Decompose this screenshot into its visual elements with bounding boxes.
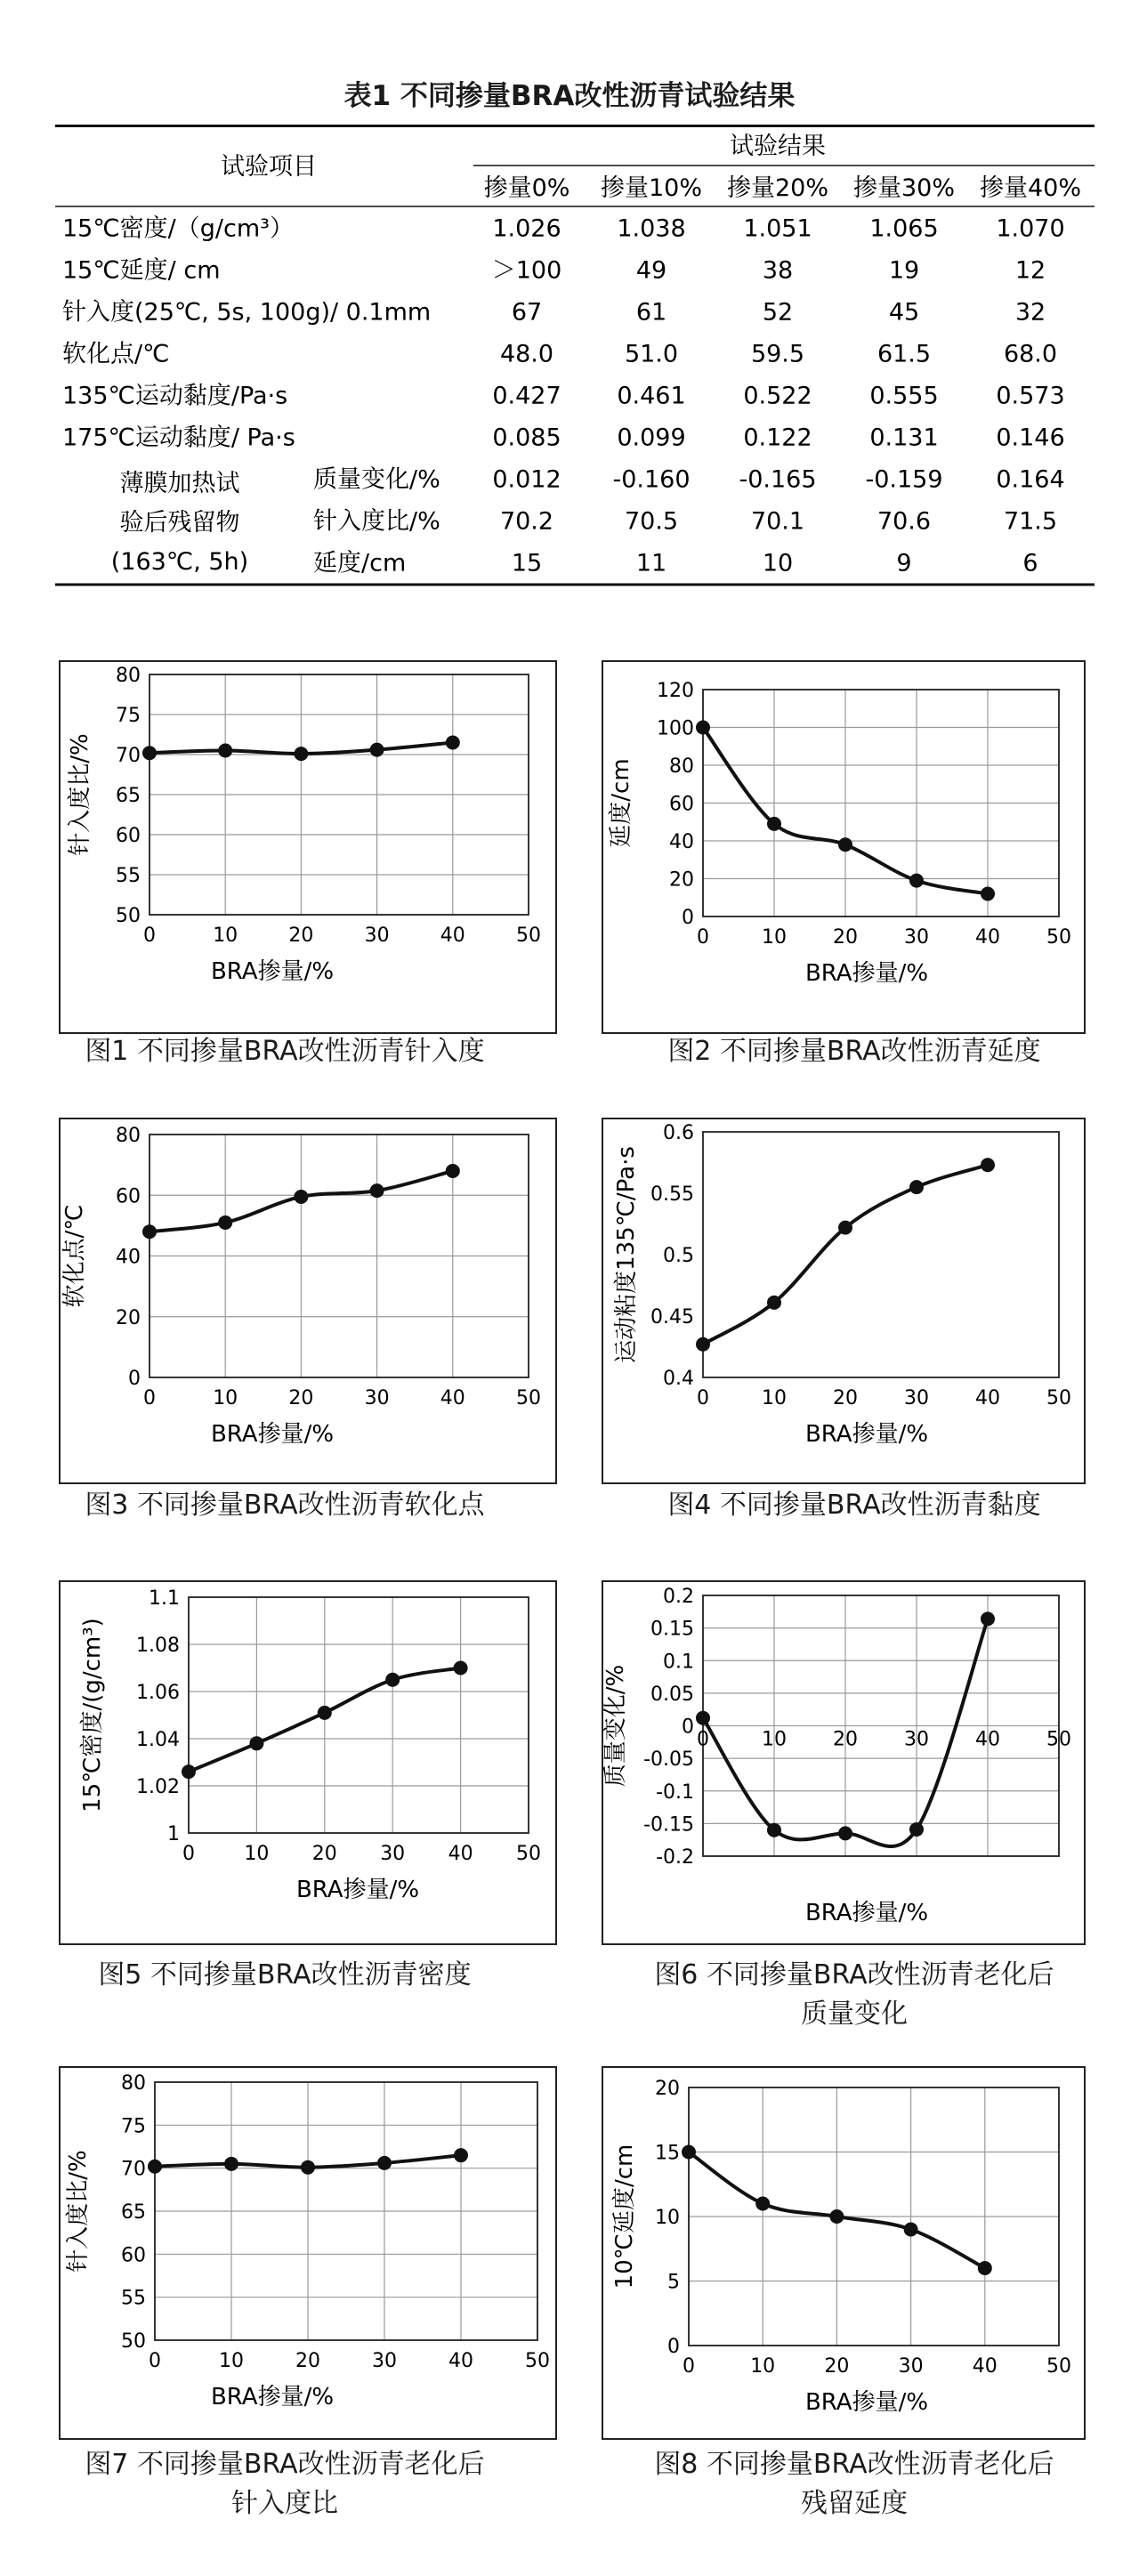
group-label: 薄膜加热试 [119, 470, 240, 497]
row-label: 延度/cm [313, 549, 407, 577]
y-tick-label: 60 [116, 1185, 141, 1208]
table-cell: 0.573 [996, 382, 1065, 410]
row-label: 135℃运动黏度/Pa·s [62, 382, 288, 410]
y-tick-label: 0.15 [650, 1618, 694, 1641]
y-axis-label: 质量变化/% [602, 1664, 629, 1788]
x-tick-label: 50 [1046, 1387, 1071, 1409]
y-tick-label: 0.6 [663, 1122, 694, 1144]
y-tick-label: 0.5 [663, 1245, 694, 1267]
chart-4 [613, 1122, 1071, 1448]
x-tick-label: 50 [525, 2350, 550, 2372]
y-tick-label: 75 [116, 705, 141, 727]
y-tick-label: -0.1 [656, 1781, 694, 1804]
x-tick-label: 40 [448, 1843, 473, 1865]
row-label: 针入度比/% [313, 507, 440, 536]
table-cell: 11 [635, 549, 667, 577]
data-point [909, 1180, 924, 1194]
x-tick-label: 10 [762, 1728, 787, 1751]
y-tick-label: 1.02 [136, 1776, 180, 1798]
x-tick-label: 20 [311, 1843, 337, 1865]
table-cell: 38 [762, 256, 794, 285]
chart-5 [79, 1587, 541, 1903]
y-tick-label: 1.08 [136, 1635, 180, 1657]
y-axis-label: 延度/cm [608, 758, 634, 848]
table-cell: 0.085 [492, 424, 561, 452]
table-cell: 1.065 [869, 214, 939, 243]
x-tick-label: 20 [833, 1728, 858, 1751]
x-axis-label: BRA掺量/% [210, 958, 335, 985]
x-tick-label: 0 [697, 1387, 709, 1409]
y-tick-label: 1.04 [136, 1729, 180, 1751]
y-tick-label: 55 [116, 865, 141, 887]
data-point [385, 1673, 400, 1687]
data-point [838, 1826, 852, 1840]
x-tick-label: 50 [1046, 2355, 1071, 2378]
y-tick-label: 80 [116, 1125, 141, 1147]
x-tick-label: 50 [516, 925, 541, 947]
x-tick-label: 20 [833, 926, 858, 949]
x-axis-label: BRA掺量/% [804, 1900, 929, 1926]
y-tick-label: 80 [121, 2072, 146, 2095]
y-tick-label: -0.2 [656, 1846, 694, 1869]
y-tick-label: 40 [116, 1246, 141, 1269]
y-tick-label: 70 [116, 745, 141, 767]
data-point [981, 1158, 995, 1172]
row-label: 针入度(25℃, 5s, 100g)/ 0.1mm [62, 298, 432, 327]
table-cell: -0.165 [739, 465, 817, 494]
data-point [249, 1736, 263, 1750]
table-cell: 52 [762, 298, 794, 327]
table-cell: 61.5 [876, 340, 932, 368]
x-axis-label: BRA掺量/% [804, 960, 929, 987]
figure-7-caption: 图7 不同掺量BRA改性沥青老化后 针入度比 [85, 2449, 485, 2519]
data-point [446, 1164, 460, 1178]
table-cell: 0.555 [869, 382, 939, 410]
x-tick-label: 50 [516, 1843, 541, 1865]
table-cell: 70.2 [499, 507, 554, 536]
table-cell: 0.131 [869, 424, 939, 452]
x-tick-label: 40 [972, 2355, 998, 2378]
y-tick-label: 0.4 [663, 1368, 694, 1390]
table-cell: 0.099 [617, 424, 686, 452]
x-tick-label: 30 [904, 926, 929, 949]
data-point [224, 2157, 238, 2171]
data-point [838, 837, 852, 852]
y-tick-label: 0 [128, 1368, 141, 1390]
data-point [377, 2156, 392, 2170]
x-tick-label: 30 [372, 2350, 397, 2372]
y-tick-label: 5 [667, 2271, 680, 2294]
x-tick-label: 30 [904, 1728, 929, 1751]
data-point [142, 1224, 157, 1239]
y-tick-label: 0.45 [650, 1306, 694, 1328]
table-cell: 70.5 [624, 507, 679, 536]
y-axis-label: 15℃密度/(g/cm³) [79, 1618, 106, 1813]
y-tick-label: 100 [657, 717, 694, 740]
y-tick-label: 0.2 [663, 1586, 694, 1608]
table-cell: -0.159 [865, 465, 943, 494]
y-tick-label: 10 [655, 2207, 680, 2229]
data-point [909, 1822, 924, 1837]
y-axis-label: 10℃延度/cm [611, 2144, 638, 2289]
y-tick-label: 0.55 [650, 1183, 694, 1206]
data-point [148, 2160, 162, 2174]
table-cell: 71.5 [1003, 507, 1058, 536]
y-tick-label: 20 [655, 2078, 680, 2100]
y-tick-label: 60 [669, 793, 694, 816]
x-tick-label: 20 [295, 2350, 320, 2372]
data-point [682, 2145, 696, 2160]
x-tick-label: 0 [149, 2350, 161, 2372]
table-cell: 70.6 [876, 507, 932, 536]
y-tick-label: 0 [682, 907, 694, 929]
x-tick-label: 0 [697, 1728, 709, 1751]
x-tick-label: 40 [975, 1387, 1000, 1409]
x-tick-label: 0 [143, 1387, 156, 1409]
data-point [767, 817, 781, 831]
y-tick-label: -0.05 [643, 1748, 694, 1772]
x-tick-label: 20 [824, 2355, 850, 2378]
data-point [767, 1296, 781, 1310]
table-cell: 0.164 [996, 465, 1065, 494]
figure-8-caption: 图8 不同掺量BRA改性沥青老化后 残留延度 [654, 2449, 1054, 2519]
data-point [909, 874, 924, 888]
chart-2 [608, 680, 1071, 987]
table-cell: 1.038 [617, 214, 686, 243]
x-tick-label: 40 [975, 926, 1000, 949]
y-tick-label: 55 [121, 2287, 146, 2310]
y-tick-label: 20 [116, 1306, 141, 1329]
y-tick-label: 0.05 [650, 1683, 694, 1706]
y-tick-label: 70 [121, 2158, 146, 2181]
table-cell: 48.0 [499, 340, 554, 368]
table-cell: 1.070 [996, 214, 1065, 243]
y-tick-label: 60 [116, 825, 141, 847]
x-tick-label: 10 [213, 1387, 238, 1409]
y-tick-label: 0 [667, 2336, 680, 2358]
table-cell: 0.522 [743, 382, 812, 410]
x-tick-label: 10 [219, 2350, 244, 2372]
x-tick-label: 0 [182, 1843, 195, 1865]
table-cell: 68.0 [1003, 340, 1058, 368]
column-header: 掺量20% [726, 174, 829, 202]
table-cell: 51.0 [624, 340, 679, 368]
table-cell: 0.122 [743, 424, 812, 452]
y-tick-label: 1.06 [136, 1682, 180, 1704]
data-point [370, 1183, 384, 1198]
table-cell: 61 [635, 298, 667, 327]
y-tick-label: 1.1 [149, 1587, 180, 1610]
x-tick-label: 0 [697, 926, 709, 949]
group-label: 验后残留物 [119, 509, 240, 537]
row-label: 15℃密度/（g/cm³） [62, 214, 294, 243]
table-cell: 0.461 [617, 382, 686, 410]
x-tick-label: 40 [440, 1387, 465, 1409]
data-point [142, 746, 157, 760]
y-tick-label: 65 [116, 785, 141, 807]
figure-1-caption: 图1 不同掺量BRA改性沥青针入度 [85, 1036, 485, 1067]
data-point [218, 744, 232, 758]
column-header: 掺量40% [979, 174, 1082, 202]
chart-3 [61, 1125, 541, 1448]
y-tick-label: 50 [121, 2330, 146, 2353]
column-header: 掺量30% [852, 174, 956, 202]
y-axis-label: 针入度比/% [65, 2150, 92, 2273]
x-tick-label: 30 [904, 1387, 929, 1409]
x-tick-label: 20 [288, 925, 314, 947]
x-tick-label: 40 [440, 925, 465, 947]
group-label: (163℃, 5h) [110, 548, 249, 576]
table-cell: 45 [888, 298, 920, 327]
table-cell: -0.160 [612, 465, 691, 494]
chart-1 [67, 665, 541, 985]
x-tick-label: 10 [750, 2355, 776, 2378]
y-tick-label: 120 [657, 680, 694, 702]
y-tick-label: 75 [121, 2115, 146, 2138]
x-tick-label: 50 [1046, 1728, 1071, 1751]
column-header: 掺量0% [483, 174, 570, 202]
table-cell: 59.5 [750, 340, 805, 368]
table-caption: 表1 不同掺量BRA改性沥青试验结果 [343, 80, 796, 112]
data-point [454, 1661, 468, 1676]
y-tick-label: 15 [655, 2142, 680, 2165]
y-tick-label: 40 [669, 831, 694, 853]
table-cell: 10 [762, 549, 794, 577]
x-tick-label: 40 [448, 2350, 473, 2372]
table-cell: 19 [888, 256, 920, 285]
y-tick-label: 1 [167, 1823, 180, 1845]
x-tick-label: 20 [833, 1387, 858, 1409]
y-tick-label: 0.1 [663, 1651, 694, 1674]
series-line [703, 1165, 988, 1344]
y-tick-label: 60 [121, 2244, 146, 2267]
x-tick-label: 50 [516, 1387, 541, 1409]
x-tick-label: 10 [213, 925, 238, 947]
data-point [218, 1215, 232, 1230]
data-point [838, 1221, 852, 1235]
table-cell: ＞100 [491, 256, 562, 285]
data-point [981, 887, 995, 901]
x-axis-label: BRA掺量/% [804, 2389, 929, 2416]
plot-area [189, 1597, 529, 1833]
row-label: 15℃延度/ cm [62, 256, 221, 285]
y-tick-label: 20 [669, 868, 694, 892]
data-point [978, 2261, 992, 2275]
data-point [446, 736, 460, 750]
table-cell: 15 [511, 549, 543, 577]
figure-2-caption: 图2 不同掺量BRA改性沥青延度 [667, 1036, 1041, 1067]
table-cell: 1.051 [743, 214, 812, 243]
data-point [767, 1823, 781, 1837]
table-cell: 12 [1014, 256, 1046, 285]
x-tick-label: 20 [288, 1387, 314, 1409]
table-cell: 6 [1022, 549, 1038, 577]
data-point [696, 1337, 710, 1352]
x-axis-label: BRA掺量/% [295, 1877, 420, 1903]
x-tick-label: 30 [364, 925, 390, 947]
data-point [454, 2148, 468, 2162]
y-tick-label: 0 [682, 1716, 694, 1739]
data-point [294, 1190, 308, 1204]
y-tick-label: -0.15 [643, 1813, 694, 1837]
x-tick-label: 30 [898, 2355, 924, 2378]
table-cell: 0.427 [492, 382, 561, 410]
y-tick-label: 65 [121, 2201, 146, 2224]
data-point [829, 2209, 844, 2224]
y-axis-label: 针入度比/% [67, 733, 93, 856]
x-tick-label: 30 [380, 1843, 406, 1865]
data-point [301, 2160, 315, 2175]
x-tick-label: 40 [975, 1728, 1000, 1751]
x-tick-label: 10 [762, 1387, 787, 1409]
table-cell: 0.146 [996, 424, 1065, 452]
table-cell: 1.026 [492, 214, 561, 243]
y-tick-label: 80 [116, 665, 141, 687]
chart-8 [611, 2078, 1071, 2416]
x-tick-label: 30 [364, 1387, 390, 1409]
data-point [904, 2223, 918, 2237]
data-point [755, 2197, 770, 2211]
data-point [318, 1706, 332, 1720]
chart-6 [602, 1586, 1071, 1926]
x-tick-label: 0 [143, 925, 156, 947]
y-axis-label: 软化点/℃ [61, 1204, 88, 1308]
header-results: 试验结果 [730, 133, 826, 160]
plot-area [703, 1132, 1059, 1377]
row-label: 175℃运动黏度/ Pa·s [62, 424, 295, 452]
x-tick-label: 50 [1046, 926, 1071, 949]
y-tick-label: 80 [669, 755, 694, 778]
table-cell: 9 [896, 549, 912, 577]
x-axis-label: BRA掺量/% [804, 1421, 929, 1448]
data-point [696, 721, 710, 735]
row-label: 软化点/℃ [62, 340, 170, 368]
x-axis-label: BRA掺量/% [210, 2384, 335, 2410]
y-tick-label: 50 [116, 905, 141, 927]
row-label: 质量变化/% [313, 465, 440, 494]
data-point [370, 743, 384, 757]
figure-6-caption: 图6 不同掺量BRA改性沥青老化后 质量变化 [654, 1959, 1054, 2030]
data-point [981, 1611, 995, 1626]
header-item: 试验项目 [221, 153, 317, 181]
table-cell: 32 [1014, 298, 1046, 327]
x-axis-label: BRA掺量/% [210, 1421, 335, 1448]
data-point [294, 747, 308, 761]
y-axis-label: 运动粘度135℃/Pa·s [613, 1146, 640, 1363]
x-tick-label: 10 [762, 926, 787, 949]
figure-5-caption: 图5 不同掺量BRA改性沥青密度 [98, 1959, 472, 1991]
column-header: 掺量10% [600, 174, 703, 202]
data-point [696, 1711, 710, 1725]
figure-3-caption: 图3 不同掺量BRA改性沥青软化点 [85, 1490, 485, 1521]
table-cell: 67 [511, 298, 543, 327]
figure-4-caption: 图4 不同掺量BRA改性沥青黏度 [667, 1490, 1041, 1521]
chart-7 [65, 2072, 550, 2410]
table-cell: 70.1 [750, 507, 805, 536]
table-cell: 49 [635, 256, 667, 285]
x-tick-label: 10 [244, 1843, 270, 1865]
x-tick-label: 0 [683, 2355, 695, 2378]
data-point [182, 1764, 196, 1779]
table-cell: 0.012 [492, 465, 561, 494]
